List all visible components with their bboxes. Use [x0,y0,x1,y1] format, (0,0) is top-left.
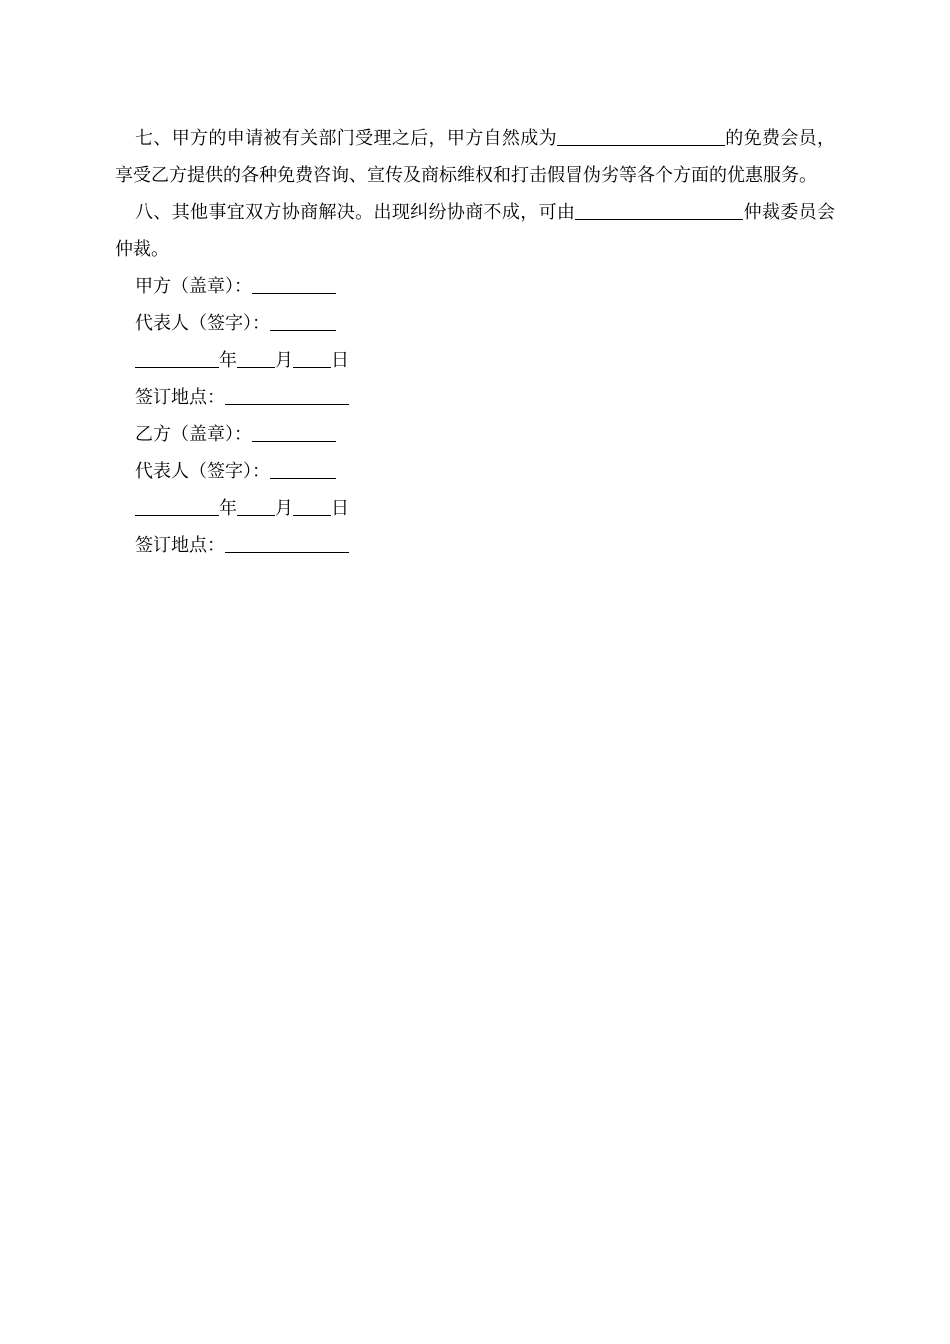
party-b-place-line [115,527,835,564]
party-b-day-label: 日 [331,498,349,519]
party-a-day-label: 日 [331,350,349,371]
party-b-place-label: 签订地点： [135,535,225,556]
party-b-seal-blank [252,423,336,442]
clause-7-text-start: 七、甲方的申请被有关部门受理之后，甲方自然成为 [135,128,557,149]
party-a-seal-blank [252,275,336,294]
party-a-day-blank [293,349,331,368]
party-a-rep-line [115,305,835,342]
clause-8-text-end: 仲裁委员会仲裁。 [115,202,836,260]
party-a-signature-block [115,268,835,416]
clause-7-text-end: 的免费会员，享受乙方提供的各种免费咨询、宣传及商标维权和打击假冒伪劣等各个方面的优惠服务。 [115,128,836,186]
party-b-year-label: 年 [219,498,237,519]
clause-8-text-start: 八、其他事宜双方协商解决。出现纠纷协商不成，可由 [135,202,576,223]
party-a-date-line [115,342,835,379]
party-a-month-label: 月 [275,350,293,371]
party-b-day-blank [293,497,331,516]
party-a-rep-blank [270,312,336,331]
party-a-month-blank [237,349,275,368]
party-a-seal-line [115,268,835,305]
arbitration-committee-blank [575,201,743,220]
clause-8 [115,194,835,268]
clause-7 [115,120,835,194]
party-b-place-blank [225,534,349,553]
party-a-year-label: 年 [219,350,237,371]
party-b-rep-line [115,453,835,490]
party-b-signature-block [115,416,835,564]
party-b-month-label: 月 [275,498,293,519]
party-a-place-label: 签订地点： [135,387,225,408]
party-b-seal-line [115,416,835,453]
party-a-place-blank [225,386,349,405]
party-b-rep-blank [270,460,336,479]
party-b-seal-label: 乙方（盖章）： [135,424,252,445]
party-b-date-line [115,490,835,527]
party-b-year-blank [135,497,219,516]
party-b-month-blank [237,497,275,516]
contract-body [115,120,835,564]
party-a-seal-label: 甲方（盖章）： [135,276,252,297]
party-a-year-blank [135,349,219,368]
party-a-place-line [115,379,835,416]
member-organization-blank [557,127,725,146]
party-b-rep-label: 代表人（签字）： [135,461,270,482]
party-a-rep-label: 代表人（签字）： [135,313,270,334]
